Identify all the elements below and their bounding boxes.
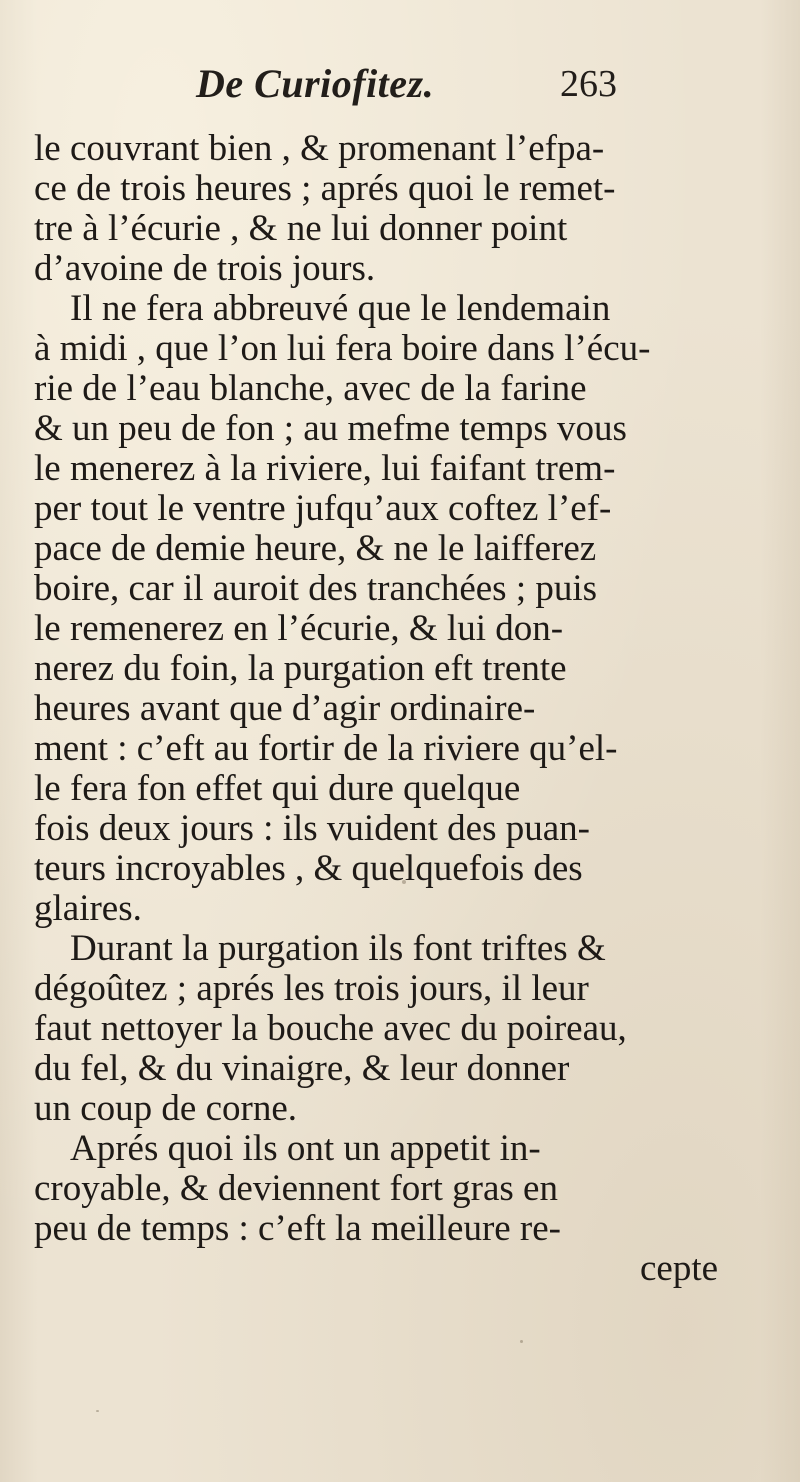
text-line: ce de trois heures ; aprés quoi le remet-: [34, 168, 616, 209]
text-line: glaires.: [34, 888, 142, 929]
text-line: à midi , que l’on lui fera boire dans l’écu-: [34, 328, 651, 369]
text-line: & un peu de fon ; au mefme temps vous: [34, 408, 627, 449]
text-line: le menerez à la riviere, lui faifant trem-: [34, 448, 616, 489]
paragraph-start-line: Il ne fera abbreuvé que le lendemain: [70, 288, 611, 329]
text-line: per tout le ventre jufqu’aux coftez l’ef-: [34, 488, 612, 529]
text-line: pace de demie heure, & ne le laifferez: [34, 528, 597, 569]
paper-speck: [96, 1410, 99, 1412]
paper-speck: [402, 880, 406, 884]
text-line: teurs incroyables , & quelquefois des: [34, 848, 583, 889]
text-line: un coup de corne.: [34, 1088, 298, 1129]
text-line: le fera fon effet qui dure quelque: [34, 768, 521, 809]
running-title: De Curiofitez.: [196, 61, 435, 106]
text-line: le remenerez en l’écurie, & lui don-: [34, 608, 564, 649]
paper-speck: [520, 1340, 523, 1343]
text-line: dégoûtez ; aprés les trois jours, il leur: [34, 968, 589, 1009]
text-line: croyable, & deviennent fort gras en: [34, 1168, 558, 1209]
catchword: cepte: [640, 1248, 719, 1289]
text-line: du fel, & du vinaigre, & leur donner: [34, 1048, 570, 1089]
text-line: boire, car il auroit des tranchées ; puis: [34, 568, 598, 609]
text-line: nerez du foin, la purgation eft trente: [34, 648, 567, 689]
paragraph-start-line: Aprés quoi ils ont un appetit in-: [70, 1128, 541, 1169]
text-line: le couvrant bien , & promenant l’efpa-: [34, 128, 605, 169]
paragraph-start-line: Durant la purgation ils font triftes &: [70, 928, 606, 969]
text-line: faut nettoyer la bouche avec du poireau,: [34, 1008, 627, 1049]
text-line: d’avoine de trois jours.: [34, 248, 376, 289]
text-line: rie de l’eau blanche, avec de la farine: [34, 368, 587, 409]
text-line: heures avant que d’agir ordinaire-: [34, 688, 536, 729]
page-number: 263: [560, 63, 617, 105]
text-line: tre à l’écurie , & ne lui donner point: [34, 208, 568, 249]
text-line: peu de temps : c’eft la meilleure re-: [34, 1208, 561, 1249]
text-line: ment : c’eft au fortir de la riviere qu’el-: [34, 728, 618, 769]
text-line: fois deux jours : ils vuident des puan-: [34, 808, 590, 849]
